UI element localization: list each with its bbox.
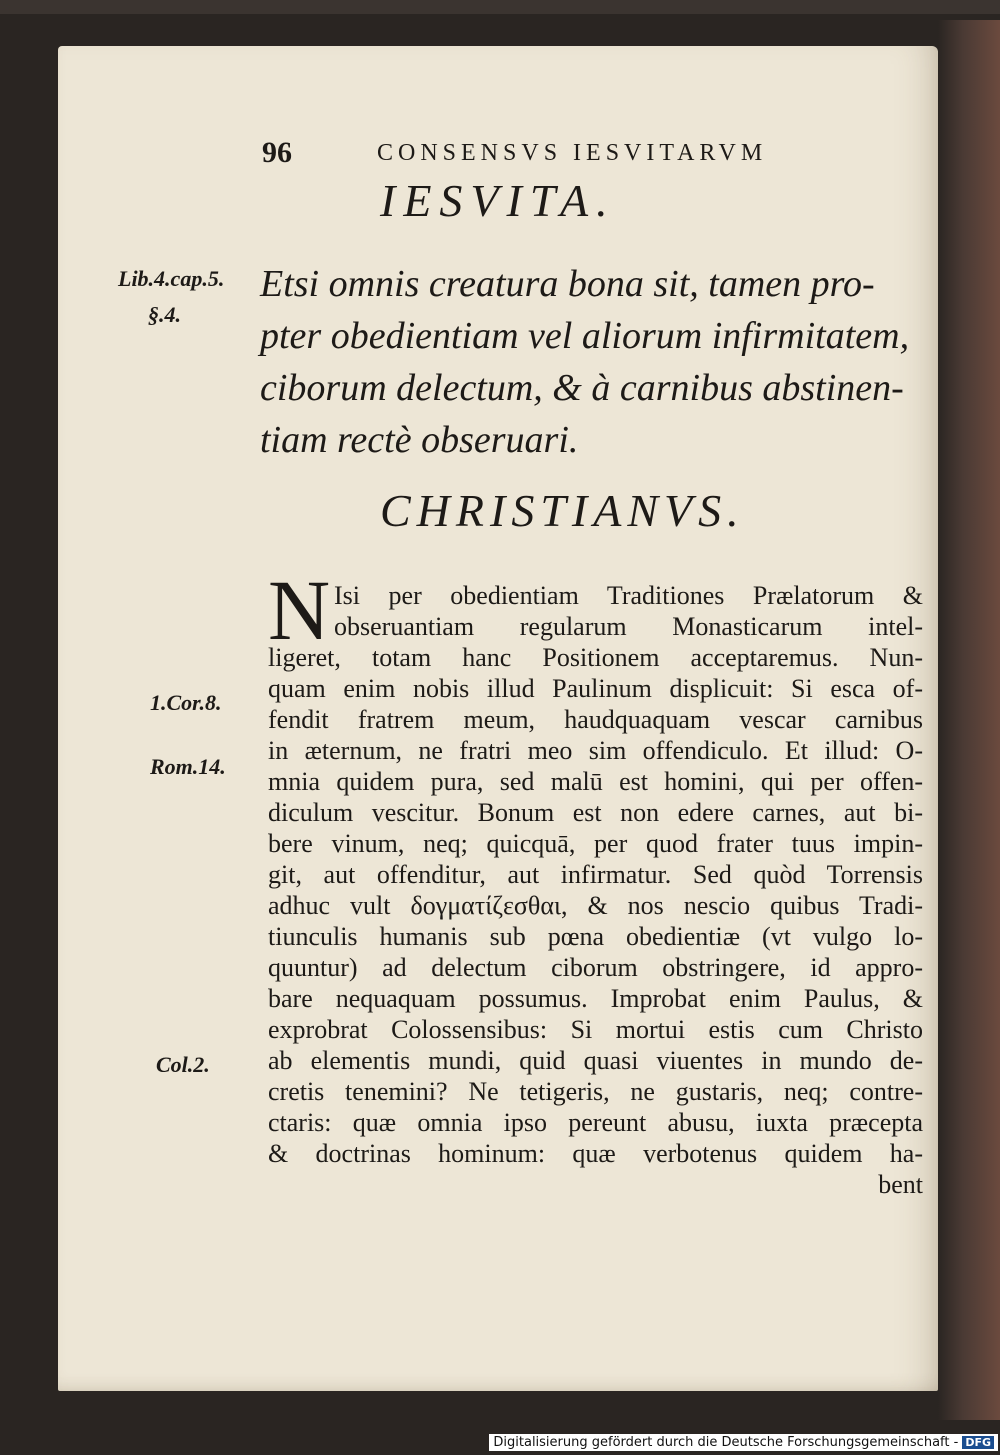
body-line: & doctrinas hominum: quæ verbotenus quidem ha- — [268, 1139, 923, 1168]
body-line: mnia quidem pura, sed malū est homini, qui per offen- — [268, 767, 923, 796]
thesis-line: pter obedientiam vel aliorum infirmitatem, — [260, 315, 910, 357]
body-line: ctaris: quæ omnia ipso pereunt abusu, iuxta præcepta — [268, 1108, 923, 1137]
scan-top-strip — [0, 0, 1000, 14]
body-line: obseruantiam regularum Monasticarum intel- — [334, 612, 923, 641]
body-line: tiunculis humanis sub pœna obedientiæ (vt vulgo lo- — [268, 922, 923, 951]
thesis-line: tiam rectè obseruari. — [260, 419, 579, 461]
running-title: CONSENSVS IESVITARVM — [377, 140, 768, 166]
body-line: ab elementis mundi, quid quasi viuentes in mundo de- — [268, 1046, 923, 1075]
thesis-line: ciborum delectum, & à carnibus abstinen- — [260, 367, 904, 409]
body-line: quuntur) ad delectum ciborum obstringere, id appro- — [268, 953, 923, 982]
body-line: bare nequaquam possumus. Improbat enim Paulus, & — [268, 984, 923, 1013]
running-head — [262, 136, 832, 169]
margin-note-corinthians: 1.Cor.8. — [150, 690, 222, 715]
body-line: cretis tenemini? Ne tetigeris, ne gustaris, neq; contre- — [268, 1077, 923, 1106]
section-heading-christianus: CHRISTIANVS. — [380, 485, 745, 536]
page-number: 96 — [262, 136, 292, 169]
body-line: ligeret, totam hanc Positionem acceptaremus. Nun- — [268, 643, 923, 672]
body-line: exprobrat Colossensibus: Si mortui estis cum Christo — [268, 1015, 923, 1044]
body-line: in æternum, ne fratri meo sim offendiculo. Et illud: O- — [268, 736, 923, 765]
credit-text: Digitalisierung gefördert durch die Deutsche Forschungsgemeinschaft - — [493, 1435, 959, 1450]
body-line: quam enim nobis illud Paulinum displicuit: Si esca of- — [268, 674, 923, 703]
margin-note-lib: Lib.4.cap.5. — [118, 266, 225, 291]
book-spine-edge — [938, 20, 1000, 1420]
catchword: bent — [878, 1170, 923, 1199]
margin-note-section: §.4. — [148, 302, 181, 327]
body-line: diculum vescitur. Bonum est non edere carnes, aut bi- — [268, 798, 923, 827]
section-heading-jesuita: IESVITA. — [380, 175, 616, 226]
dfg-logo: DFG — [962, 1436, 994, 1449]
body-line: Isi per obedientiam Traditiones Prælatorum & — [334, 581, 923, 610]
jesuit-thesis — [260, 258, 925, 466]
margin-note-colossians: Col.2. — [156, 1052, 210, 1077]
body-line: adhuc vult δογματίζεσθαι, & nos nescio quibus Tradi- — [268, 891, 923, 920]
digitization-credit — [489, 1434, 998, 1451]
body-line: fendit fratrem meum, haudquaquam vescar carnibus — [268, 705, 923, 734]
body-line: git, aut offenditur, aut infirmatur. Sed quòd Torrensis — [268, 860, 923, 889]
thesis-line: Etsi omnis creatura bona sit, tamen pro- — [260, 263, 875, 305]
body-line: bere vinum, neq; quicquā, per quod frater tuus impin- — [268, 829, 923, 858]
drop-cap-initial: N — [268, 562, 331, 658]
margin-note-romans: Rom.14. — [150, 754, 226, 779]
